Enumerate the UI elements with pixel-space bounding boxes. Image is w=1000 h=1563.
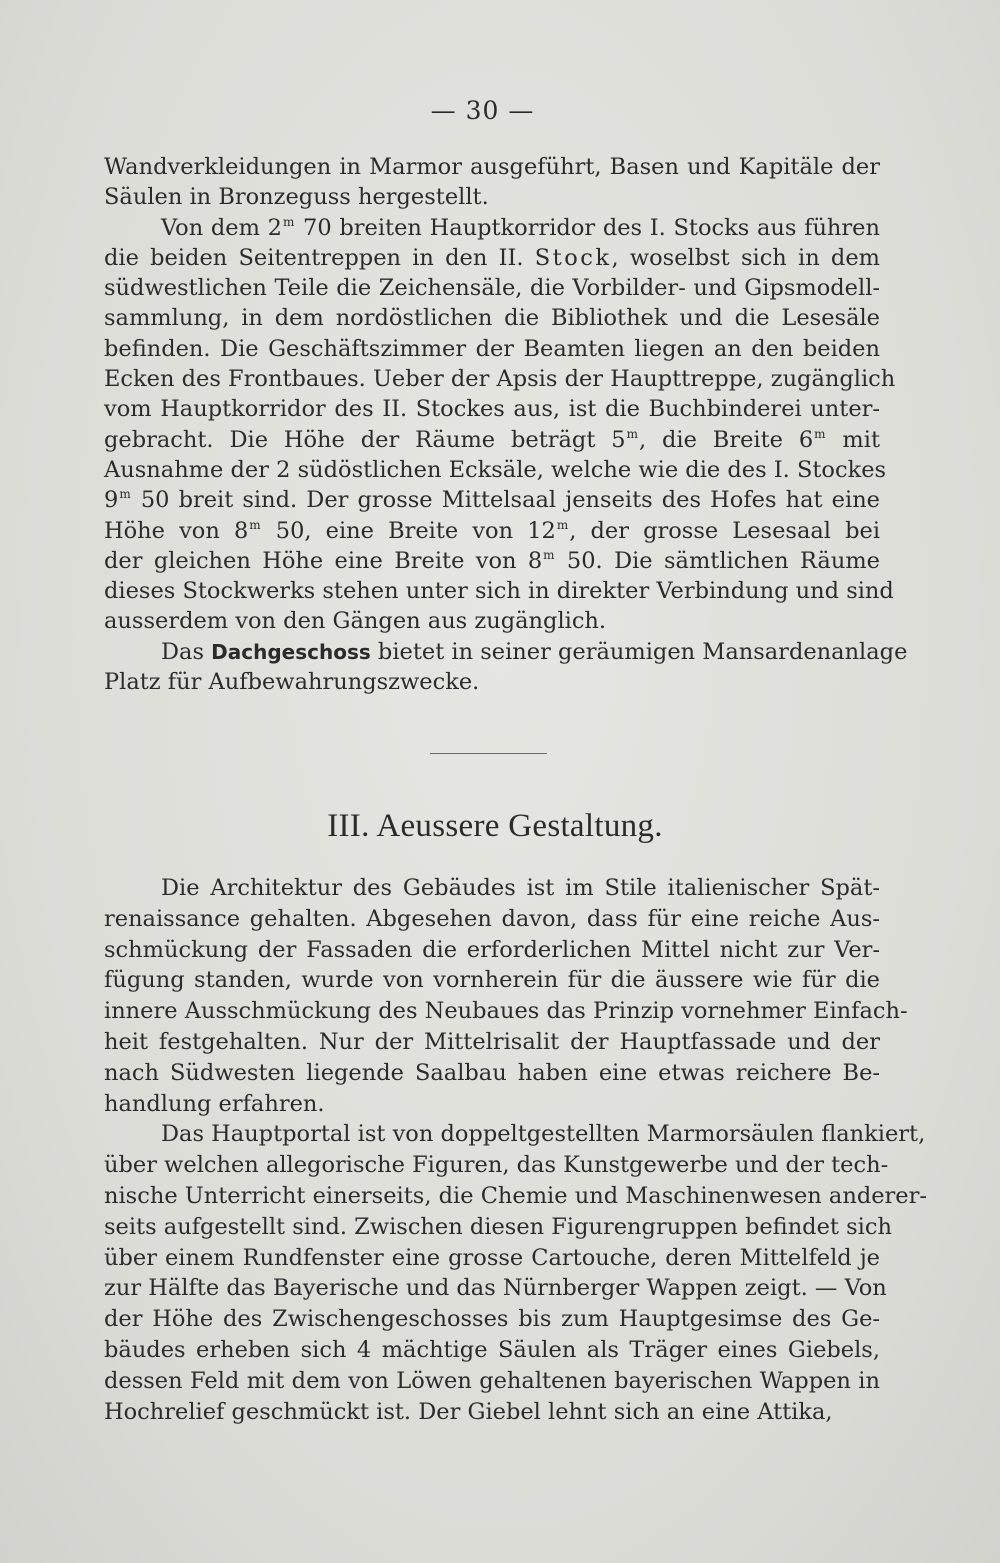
text-block-upper (104, 152, 908, 697)
text-line: ausserdem von den Gängen aus zugänglich. (104, 608, 607, 635)
text-fragment: Höhe von 8 (104, 517, 249, 544)
text-line: bäudes erheben sich 4 mächtige Säulen als Träger eines Giebels, (104, 1336, 880, 1363)
text-line: handlung erfahren. (104, 1090, 325, 1117)
text-fragment: Von dem 2 (161, 214, 282, 241)
superscript: m (814, 426, 826, 441)
text-line: Säulen in Bronzeguss hergestellt. (104, 184, 489, 211)
bold-term: Dachgeschoss (211, 639, 371, 664)
text-fragment: 70 breiten Hauptkorridor des I. Stocks aus führen (295, 214, 880, 241)
text-line: befinden. Die Geschäftszimmer der Beamten liegen an den beiden (104, 335, 880, 362)
text-line: nach Südwesten liegende Saalbau haben eine etwas reichere Be- (104, 1059, 880, 1086)
superscript: m (119, 487, 131, 502)
section-heading: III. Aeussere Gestaltung. (327, 808, 663, 844)
text-fragment: , die Breite 6 (638, 426, 814, 453)
text-line: innere Ausschmückung des Neubaues das Prinzip vornehmer Einfach- (104, 998, 908, 1025)
text-fragment: gebracht. Die Höhe der Räume beträgt 5 (104, 426, 626, 453)
text-line: dessen Feld mit dem von Löwen gehaltenen bayerischen Wappen in (104, 1367, 880, 1394)
text-line: Das Hauptportal ist von doppeltgestellten Marmorsäulen flankiert, (161, 1121, 926, 1148)
text-line: der Höhe des Zwischengeschosses bis zum Hauptgesimse des Ge- (104, 1306, 880, 1333)
text-fragment: mit (826, 426, 880, 453)
text-line: über welchen allegorische Figuren, das Kunstgewerbe und der tech- (104, 1152, 889, 1179)
paragraph-3 (104, 637, 908, 698)
paragraph-5 (104, 1119, 927, 1427)
text-fragment: der gleichen Höhe eine Breite von 8 (104, 547, 543, 574)
text-line: südwestlichen Teile die Zeichensäle, die Vorbilder- und Gipsmodell- (104, 275, 880, 302)
text-fragment: , der grosse Lesesaal bei (569, 517, 881, 544)
text-line: sammlung, in dem nordöstlichen die Bibliothek und die Lesesäle (104, 305, 880, 332)
text-line: Ausnahme der 2 südöstlichen Ecksäle, welche wie die des I. Stockes (104, 456, 887, 483)
text-line: seits aufgestellt sind. Zwischen diesen Figurengruppen befindet sich (104, 1213, 892, 1240)
text-fragment: die beiden Seitentreppen in den II. (104, 244, 535, 271)
text-line (104, 546, 880, 576)
text-fragment: 9 (104, 487, 119, 514)
text-line: schmückung der Fassaden die erforderlichen Mittel nicht zur Ver- (104, 936, 880, 963)
text-line: Die Architektur des Gebäudes ist im Stile italienischer Spät- (161, 875, 880, 901)
paragraph-1 (104, 152, 880, 213)
text-line: renaissance gehalten. Abgesehen davon, dass für eine reiche Aus- (104, 905, 880, 932)
text-line: Hochrelief geschmückt ist. Der Giebel lehnt sich an eine Attika, (104, 1398, 833, 1425)
text-line (104, 516, 880, 546)
text-fragment: 50, eine Breite von 12 (261, 517, 556, 544)
text-fragment: , woselbst sich in dem (611, 244, 880, 271)
paragraph-2 (104, 213, 896, 637)
superscript: m (556, 517, 569, 532)
text-line: Wandverkleidungen in Marmor ausgeführt, Basen und Kapitäle der (104, 154, 880, 180)
superscript: m (282, 214, 295, 229)
text-line: heit festgehalten. Nur der Mittelrisalit der Hauptfassade und der (104, 1028, 880, 1055)
text-line: vom Hauptkorridor des II. Stockes aus, ist die Buchbinderei unter- (104, 396, 880, 423)
superscript: m (543, 547, 555, 562)
text-block-lower (104, 873, 927, 1427)
text-line: zur Hälfte das Bayerische und das Nürnberger Wappen zeigt. — Von (104, 1275, 887, 1302)
text-line: über einem Rundfenster eine grosse Cartouche, deren Mittelfeld je (104, 1244, 880, 1271)
superscript: m (626, 426, 638, 441)
text-line: dieses Stockwerks stehen unter sich in direkter Verbindung und sind (104, 578, 894, 605)
text-line (104, 485, 880, 515)
text-line: Platz für Aufbewahrungszwecke. (104, 669, 480, 696)
text-line: fügung standen, wurde von vornherein für die äussere wie für die (104, 967, 880, 994)
text-line (104, 243, 880, 273)
text-line (104, 213, 880, 243)
text-line (104, 637, 908, 667)
text-fragment: bietet in seiner geräumigen Mansardenanlage (370, 638, 908, 665)
paragraph-4 (104, 873, 908, 1119)
text-fragment: 50 breit sind. Der grosse Mittelsaal jenseits des Hofes hat eine (131, 487, 880, 514)
text-fragment: Das (161, 638, 212, 665)
text-line: nische Unterricht einerseits, die Chemie und Maschinenwesen anderer- (104, 1182, 927, 1209)
section-divider (430, 753, 547, 754)
text-line (104, 425, 880, 455)
text-fragment: 50. Die sämtlichen Räume (555, 547, 880, 574)
page-number: — 30 — (430, 96, 535, 125)
spaced-word: Stock (534, 244, 612, 271)
superscript: m (249, 517, 261, 532)
text-line: Ecken des Frontbaues. Ueber der Apsis der Haupttreppe, zugänglich (104, 366, 896, 393)
